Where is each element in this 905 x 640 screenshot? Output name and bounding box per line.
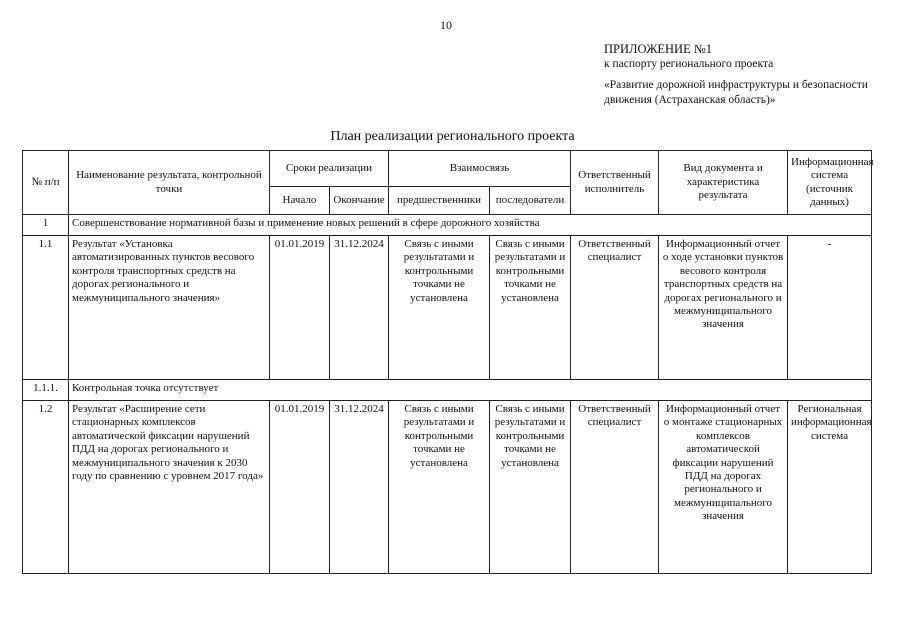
start-date: 01.01.2019 (270, 236, 330, 380)
page-number: 10 (440, 18, 452, 32)
document-cell: Информационный отчет о монтаже стационарных комплексов автоматической фиксации нарушений ПДД на дорогах регионального и межмуниципального значения (659, 401, 788, 574)
appendix-project-name: «Развитие дорожной инфраструктуры и безопасности движения (Астраханская область)» (604, 79, 868, 106)
row-num: 1.2 (23, 401, 69, 574)
successors-cell: Связь с иными результатами и контрольными точками не установлена (490, 236, 571, 380)
header-row-1 (23, 151, 872, 187)
responsible-cell: Ответственный специалист (571, 236, 659, 380)
document-title: План реализации регионального проекта (330, 129, 575, 144)
header-start: Начало (270, 187, 330, 215)
appendix-heading: ПРИЛОЖЕНИЕ №1 (604, 42, 713, 56)
table-row-section (23, 215, 872, 236)
section-title: Совершенствование нормативной базы и применение новых решений в сфере дорожного хозяйства (69, 215, 872, 236)
info-system-cell: - (788, 236, 872, 380)
table-row-checkpoint (23, 380, 872, 401)
appendix-subheading: к паспорту регионального проекта (604, 58, 774, 70)
header-terms: Сроки реализации (270, 151, 389, 187)
responsible-cell: Ответственный специалист (571, 401, 659, 574)
result-name: Результат «Расширение сети стационарных комплексов автоматической фиксации нарушений ПДД на дорогах регионального и межмуниципального значения к 2030 году по сравнению с уровнем 2017 года» (69, 401, 270, 574)
appendix-block (604, 42, 894, 108)
header-end: Окончание (330, 187, 389, 215)
row-num: 1 (23, 215, 69, 236)
table-row-result (23, 236, 872, 380)
end-date: 31.12.2024 (330, 236, 389, 380)
row-num: 1.1 (23, 236, 69, 380)
start-date: 01.01.2019 (270, 401, 330, 574)
header-responsible: Ответственный исполнитель (571, 151, 659, 215)
document-cell: Информационный отчет о ходе установки пунктов весового контроля транспортных средств на дорогах регионального и межмуниципального значения (659, 236, 788, 380)
successors-cell: Связь с иными результатами и контрольными точками не установлена (490, 401, 571, 574)
header-info-system: Информационная система (источник данных) (788, 151, 872, 215)
header-name: Наименование результата, контрольной точки (69, 151, 270, 215)
header-relation: Взаимосвязь (389, 151, 571, 187)
predecessors-cell: Связь с иными результатами и контрольными точками не установлена (389, 401, 490, 574)
header-successors: последователи (490, 187, 571, 215)
table-row-result (23, 401, 872, 574)
row-num: 1.1.1. (23, 380, 69, 401)
header-document: Вид документа и характеристика результата (659, 151, 788, 215)
info-system-cell: Региональная информационная система (788, 401, 872, 574)
checkpoint-title: Контрольная точка отсутствует (69, 380, 872, 401)
header-predecessors: предшественники (389, 187, 490, 215)
end-date: 31.12.2024 (330, 401, 389, 574)
result-name: Результат «Установка автоматизированных пунктов весового контроля транспортных средств на дорогах регионального и межмуниципального значения» (69, 236, 270, 380)
implementation-plan-table (22, 150, 872, 574)
predecessors-cell: Связь с иными результатами и контрольными точками не установлена (389, 236, 490, 380)
header-num: № п/п (23, 151, 69, 215)
